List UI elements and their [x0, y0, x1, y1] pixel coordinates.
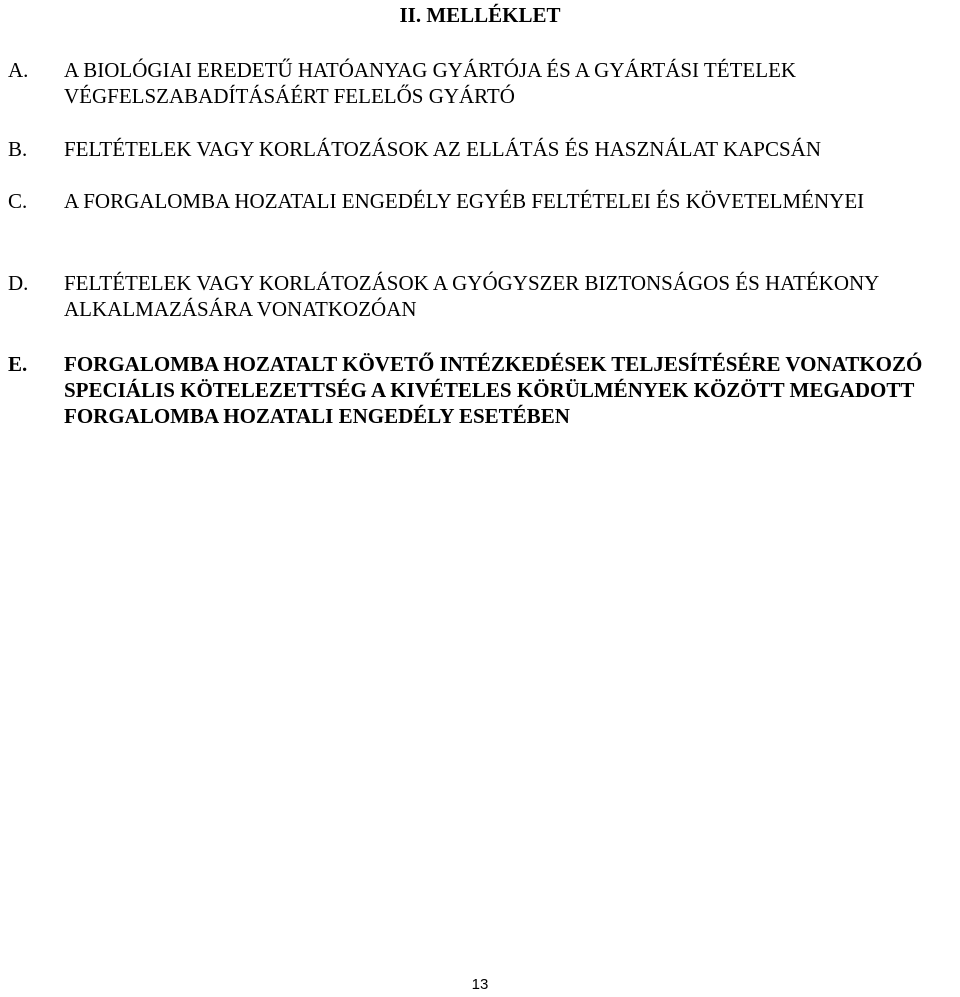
page-number: 13	[471, 976, 489, 993]
section-letter: B.	[8, 137, 28, 161]
section-heading: FORGALOMBA HOZATALT KÖVETŐ INTÉZKEDÉSEK TELJESÍTÉSÉRE VONATKOZÓ SPECIÁLIS KÖTELEZETTSÉG A KIVÉTELES KÖRÜLMÉNYEK KÖZÖTT MEGADOTT FORGALOMBA HOZATALI ENGEDÉLY ESETÉBEN	[64, 352, 923, 428]
section-d	[8, 270, 953, 322]
section-letter: A.	[8, 58, 29, 82]
section-c	[8, 188, 953, 214]
section-e	[8, 351, 953, 429]
section-letter: C.	[8, 189, 28, 213]
section-letter: D.	[8, 271, 29, 295]
section-a	[8, 57, 953, 109]
section-letter: E.	[8, 352, 28, 376]
section-heading: A FORGALOMBA HOZATALI ENGEDÉLY EGYÉB FELTÉTELEI ÉS KÖVETELMÉNYEI	[64, 189, 865, 213]
section-b	[8, 136, 953, 162]
section-heading: A BIOLÓGIAI EREDETŰ HATÓANYAG GYÁRTÓJA ÉS A GYÁRTÁSI TÉTELEK VÉGFELSZABADÍTÁSÁÉRT FELELŐS GYÁRTÓ	[64, 58, 797, 108]
section-heading: FELTÉTELEK VAGY KORLÁTOZÁSOK AZ ELLÁTÁS ÉS HASZNÁLAT KAPCSÁN	[64, 137, 822, 161]
page-title: II. MELLÉKLET	[399, 3, 561, 27]
section-heading: FELTÉTELEK VAGY KORLÁTOZÁSOK A GYÓGYSZER BIZTONSÁGOS ÉS HATÉKONY ALKALMAZÁSÁRA VONATKOZÓAN	[64, 271, 879, 321]
